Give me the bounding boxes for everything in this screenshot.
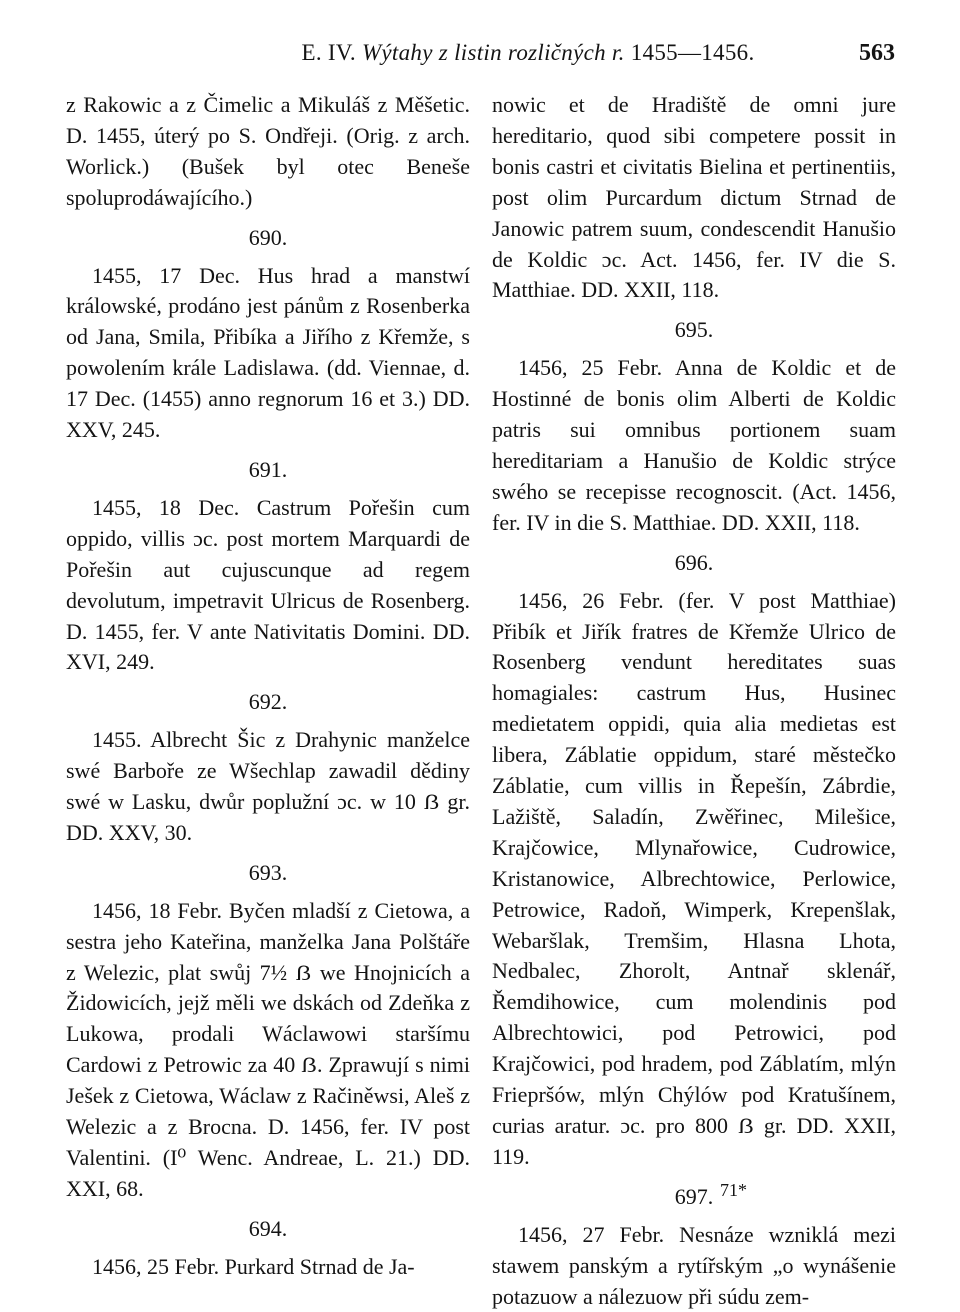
entry-number: 693. [248, 859, 288, 885]
entry-paragraph: 1456, 27 Febr. Nesnáze wzniklá mezi stawem panským a rytířským „o wynášenie potazuow a nálezuow při súdu zem- [492, 1221, 896, 1309]
continued-paragraph: nowic et de Hradiště de omni jure hereditario, quod sibi competere possit in bonis castri et civitatis Bielina et pertinentiis, post olim Purcardum dictum Strnad de Janowic patrem suum, condescendit Hanušio de Koldic ɔc. Act. 1456, fer. IV die S. Matthiae. DD. XXII, 118. [492, 92, 896, 303]
entry-paragraph: 1455, 18 Dec. Castrum Pořešin cum oppido, villis ɔc. post mortem Marquardi de Pořešin aut cujuscunque ad regem devolutum, impetravit Ulricus de Rosenberg. D. 1455, fer. V ante Nativitatis Domini. DD. XVI, 249. [66, 494, 470, 675]
entry-paragraph: 1456, 25 Febr. Anna de Koldic et de Hostinné de bonis olim Alberti de Koldic patris sui omnibus portionem suam hereditariam a Hanušio de Koldic strýce swého se recepisse recognoscit. (Act. 1456, fer. IV in die S. Matthiae. DD. XXII, 118. [492, 355, 896, 535]
entry-number: 696. [674, 549, 714, 575]
entry-number: 695. [674, 317, 714, 343]
entry-number: 690. [248, 224, 288, 250]
entry-paragraph: 1455. Albrecht Šic z Drahynic manželce swé Barboře ze Wšechlap zawadil dědiny swé w Lasku, dwůr poplužní ɔc. w 10 ẞ gr. DD. XXV, 30. [66, 727, 470, 845]
entry-paragraph: 1456, 18 Febr. Byčen mladší z Cietowa, a sestra jeho Kateřina, manželka Jana Polštáře z Welezic, plat swůj 7½ ẞ we Hnojnicích a Židowicích, jejž měli we dskách od Zdeňka z Lukowa, prodali Wáclawowi staršímu Cardowi z Petrowic za 40 ẞ. Zprawují s nimi Ješek z Cietowa, Wáclaw z Račiněwsi, Aleš z Welezic a z Brocna. D. 1456, fer. IV post Valentini. (I⁰ Wenc. Andreae, L. 21.) DD. XXI, 68. [66, 897, 470, 1201]
entry-number: 692. [248, 689, 288, 715]
running-title-line [258, 40, 798, 66]
running-title: Wýtahy z listin rozličných r. [361, 40, 625, 65]
entry-paragraph: 1456, 25 Febr. Purkard Strnad de Ja- [92, 1253, 415, 1279]
running-header [68, 40, 895, 74]
year-range: 1455—1456. [630, 40, 755, 65]
entry-paragraph: 1456, 26 Febr. (fer. V post Matthiae) Přibík et Jiřík fratres de Křemže Ulrico de Rosenberg vendunt hereditates suas homagiales: castrum Hus, Husinec medietatem oppidi, quia alia medietas est libera, Záblatie oppidum, staré městečko Záblatie, cum villis in Řepešín, Zábrdie, Lažiště, Saladín, Zwěřinec, Milešice, Krajčowice, Mlynařowice, Cudrowice, Kristanowice, Albrechtowice, Perlowice, Petrowice, Radoň, Wimperk, Krepenšlak, Webaršlak, Tremšim, Hlasna Lhota, Nedbalec, Zhorolt, Antnař sklenář, Řemdihowice, cum molendinis pod Albrechtowici, pod Petrowici, pod Krajčowici, pod hradem, pod Záblatím, mlýn Friepršów, mlýn Chýlów pod Kratušínem, curias aratur. ɔc. pro 800 ẞ gr. DD. XXII, 119. [492, 587, 896, 1169]
entry-paragraph: 1455, 17 Dec. Hus hrad a manstwí králowské, prodáno jest pánům z Rosenberka od Jana, Smila, Přibíka a Jiřího z Křemže, s powolením krále Ladislawa. (dd. Viennae, d. 17 Dec. (1455) anno regnorum 16 et 3.) DD. XXV, 245. [66, 262, 470, 443]
page-number: 563 [859, 40, 895, 66]
left-column [66, 90, 470, 1283]
entry-number: 694. [248, 1215, 288, 1241]
section-label: E. IV. [301, 40, 356, 65]
right-column [492, 90, 896, 1312]
entry-number: 697. [674, 1183, 714, 1209]
continued-paragraph: z Rakowic a z Čimelic a Mikuláš z Měšetic. D. 1455, úterý po S. Ondřeji. (Orig. z arch. Worlick.) (Bušek byl otec Beneše spoluprodáwajícího.) [66, 92, 470, 210]
printer-signature-mark: 71* [720, 1180, 747, 1200]
entry-number: 691. [248, 456, 288, 482]
